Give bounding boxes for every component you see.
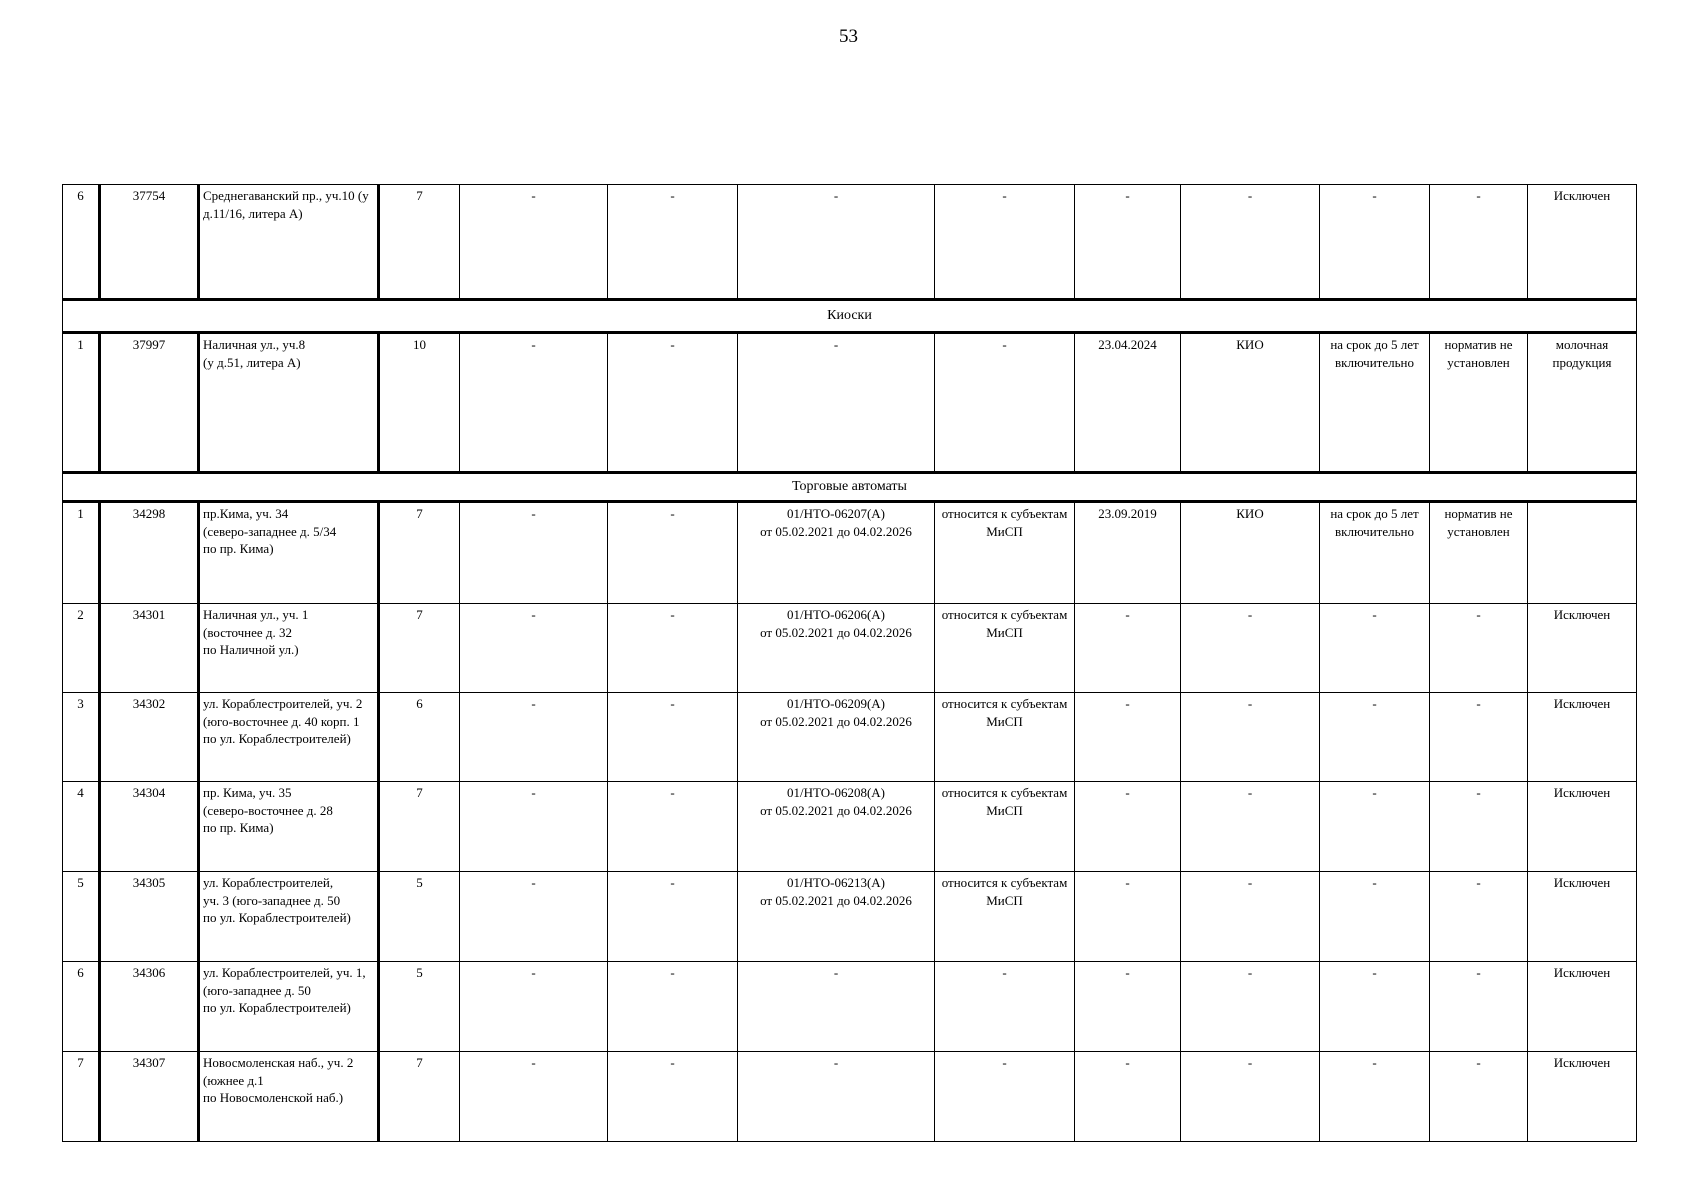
specialization-cell <box>1528 502 1637 604</box>
address-cell: Новосмоленская наб., уч. 2 (южнее д.1 по Новосмоленской наб.) <box>199 1052 379 1142</box>
smsp-cell: - <box>935 962 1075 1052</box>
code-cell: 37997 <box>100 333 199 473</box>
column-5-cell: - <box>460 693 608 782</box>
contract-cell: 01/НТО-06208(А) от 05.02.2021 до 04.02.2026 <box>738 782 935 872</box>
term-cell: - <box>1320 782 1430 872</box>
term-cell: на срок до 5 лет включительно <box>1320 502 1430 604</box>
contract-cell: - <box>738 962 935 1052</box>
norm-cell: - <box>1430 872 1528 962</box>
organization-cell: - <box>1181 782 1320 872</box>
date-cell: 23.09.2019 <box>1075 502 1181 604</box>
column-5-cell: - <box>460 872 608 962</box>
column-6-cell: - <box>608 872 738 962</box>
area-cell: 7 <box>379 782 460 872</box>
table-row <box>63 333 1637 473</box>
term-cell: - <box>1320 872 1430 962</box>
column-5-cell: - <box>460 1052 608 1142</box>
term-cell: - <box>1320 1052 1430 1142</box>
date-cell: - <box>1075 693 1181 782</box>
page-number: 53 <box>839 26 858 47</box>
term-cell: - <box>1320 962 1430 1052</box>
norm-cell: - <box>1430 962 1528 1052</box>
specialization-cell: молочная продукция <box>1528 333 1637 473</box>
address-cell: ул. Кораблестроителей, уч. 2 (юго-восточнее д. 40 корп. 1 по ул. Кораблестроителей) <box>199 693 379 782</box>
row-number-cell: 6 <box>63 962 100 1052</box>
code-cell: 37754 <box>100 185 199 300</box>
code-cell: 34302 <box>100 693 199 782</box>
column-6-cell: - <box>608 1052 738 1142</box>
norm-cell: - <box>1430 185 1528 300</box>
area-cell: 7 <box>379 502 460 604</box>
norm-cell: - <box>1430 782 1528 872</box>
specialization-cell: Исключен <box>1528 693 1637 782</box>
address-cell: Наличная ул., уч.8 (у д.51, литера А) <box>199 333 379 473</box>
term-cell: на срок до 5 лет включительно <box>1320 333 1430 473</box>
norm-cell: - <box>1430 693 1528 782</box>
norm-cell: - <box>1430 1052 1528 1142</box>
term-cell: - <box>1320 693 1430 782</box>
column-6-cell: - <box>608 333 738 473</box>
smsp-cell: относится к субъектам МиСП <box>935 872 1075 962</box>
column-6-cell: - <box>608 782 738 872</box>
address-cell: пр. Кима, уч. 35 (северо-восточнее д. 28 по пр. Кима) <box>199 782 379 872</box>
table-row <box>63 962 1637 1052</box>
norm-cell: норматив не установлен <box>1430 333 1528 473</box>
column-5-cell: - <box>460 502 608 604</box>
smsp-cell: - <box>935 333 1075 473</box>
area-cell: 7 <box>379 1052 460 1142</box>
column-6-cell: - <box>608 502 738 604</box>
organization-cell: КИО <box>1181 502 1320 604</box>
contract-cell: 01/НТО-06209(А) от 05.02.2021 до 04.02.2026 <box>738 693 935 782</box>
table-row <box>63 782 1637 872</box>
row-number-cell: 1 <box>63 502 100 604</box>
specialization-cell: Исключен <box>1528 1052 1637 1142</box>
norm-cell: - <box>1430 604 1528 693</box>
column-6-cell: - <box>608 185 738 300</box>
row-number-cell: 3 <box>63 693 100 782</box>
column-6-cell: - <box>608 604 738 693</box>
organization-cell: - <box>1181 604 1320 693</box>
smsp-cell: относится к субъектам МиСП <box>935 502 1075 604</box>
contract-cell: - <box>738 333 935 473</box>
table-row <box>63 502 1637 604</box>
organization-cell: - <box>1181 962 1320 1052</box>
contract-cell: - <box>738 1052 935 1142</box>
contract-cell: 01/НТО-06206(А) от 05.02.2021 до 04.02.2026 <box>738 604 935 693</box>
table-row <box>63 604 1637 693</box>
specialization-cell: Исключен <box>1528 872 1637 962</box>
smsp-cell: - <box>935 1052 1075 1142</box>
table-body <box>63 185 1637 1142</box>
address-cell: ул. Кораблестроителей, уч. 3 (юго-западнее д. 50 по ул. Кораблестроителей) <box>199 872 379 962</box>
organization-cell: - <box>1181 185 1320 300</box>
smsp-cell: относится к субъектам МиСП <box>935 604 1075 693</box>
organization-cell: КИО <box>1181 333 1320 473</box>
term-cell: - <box>1320 604 1430 693</box>
row-number-cell: 5 <box>63 872 100 962</box>
row-number-cell: 7 <box>63 1052 100 1142</box>
date-cell: - <box>1075 872 1181 962</box>
specialization-cell: Исключен <box>1528 604 1637 693</box>
address-cell: Среднегаванский пр., уч.10 (у д.11/16, литера А) <box>199 185 379 300</box>
section-header-row <box>63 300 1637 333</box>
norm-cell: норматив не установлен <box>1430 502 1528 604</box>
address-cell: ул. Кораблестроителей, уч. 1, (юго-западнее д. 50 по ул. Кораблестроителей) <box>199 962 379 1052</box>
area-cell: 7 <box>379 604 460 693</box>
row-number-cell: 6 <box>63 185 100 300</box>
organization-cell: - <box>1181 1052 1320 1142</box>
specialization-cell: Исключен <box>1528 962 1637 1052</box>
code-cell: 34298 <box>100 502 199 604</box>
section-title: Торговые автоматы <box>63 473 1637 502</box>
date-cell: 23.04.2024 <box>1075 333 1181 473</box>
row-number-cell: 4 <box>63 782 100 872</box>
code-cell: 34301 <box>100 604 199 693</box>
date-cell: - <box>1075 1052 1181 1142</box>
date-cell: - <box>1075 604 1181 693</box>
table-row <box>63 872 1637 962</box>
section-title: Киоски <box>63 300 1637 333</box>
address-cell: пр.Кима, уч. 34 (северо-западнее д. 5/34 по пр. Кима) <box>199 502 379 604</box>
area-cell: 5 <box>379 872 460 962</box>
column-5-cell: - <box>460 962 608 1052</box>
table-row <box>63 693 1637 782</box>
smsp-cell: относится к субъектам МиСП <box>935 693 1075 782</box>
row-number-cell: 1 <box>63 333 100 473</box>
term-cell: - <box>1320 185 1430 300</box>
organization-cell: - <box>1181 872 1320 962</box>
row-number-cell: 2 <box>63 604 100 693</box>
date-cell: - <box>1075 782 1181 872</box>
smsp-cell: относится к субъектам МиСП <box>935 782 1075 872</box>
smsp-cell: - <box>935 185 1075 300</box>
column-5-cell: - <box>460 782 608 872</box>
column-6-cell: - <box>608 962 738 1052</box>
contract-cell: - <box>738 185 935 300</box>
column-5-cell: - <box>460 185 608 300</box>
specialization-cell: Исключен <box>1528 185 1637 300</box>
section-header-row <box>63 473 1637 502</box>
area-cell: 10 <box>379 333 460 473</box>
code-cell: 34304 <box>100 782 199 872</box>
specialization-cell: Исключен <box>1528 782 1637 872</box>
code-cell: 34307 <box>100 1052 199 1142</box>
area-cell: 5 <box>379 962 460 1052</box>
date-cell: - <box>1075 185 1181 300</box>
organization-cell: - <box>1181 693 1320 782</box>
contract-cell: 01/НТО-06207(А) от 05.02.2021 до 04.02.2026 <box>738 502 935 604</box>
code-cell: 34306 <box>100 962 199 1052</box>
date-cell: - <box>1075 962 1181 1052</box>
area-cell: 6 <box>379 693 460 782</box>
area-cell: 7 <box>379 185 460 300</box>
column-6-cell: - <box>608 693 738 782</box>
column-5-cell: - <box>460 333 608 473</box>
address-cell: Наличная ул., уч. 1 (восточнее д. 32 по Наличной ул.) <box>199 604 379 693</box>
contract-cell: 01/НТО-06213(А) от 05.02.2021 до 04.02.2026 <box>738 872 935 962</box>
code-cell: 34305 <box>100 872 199 962</box>
column-5-cell: - <box>460 604 608 693</box>
table-row <box>63 185 1637 300</box>
table-row <box>63 1052 1637 1142</box>
registry-table <box>62 184 1637 1142</box>
